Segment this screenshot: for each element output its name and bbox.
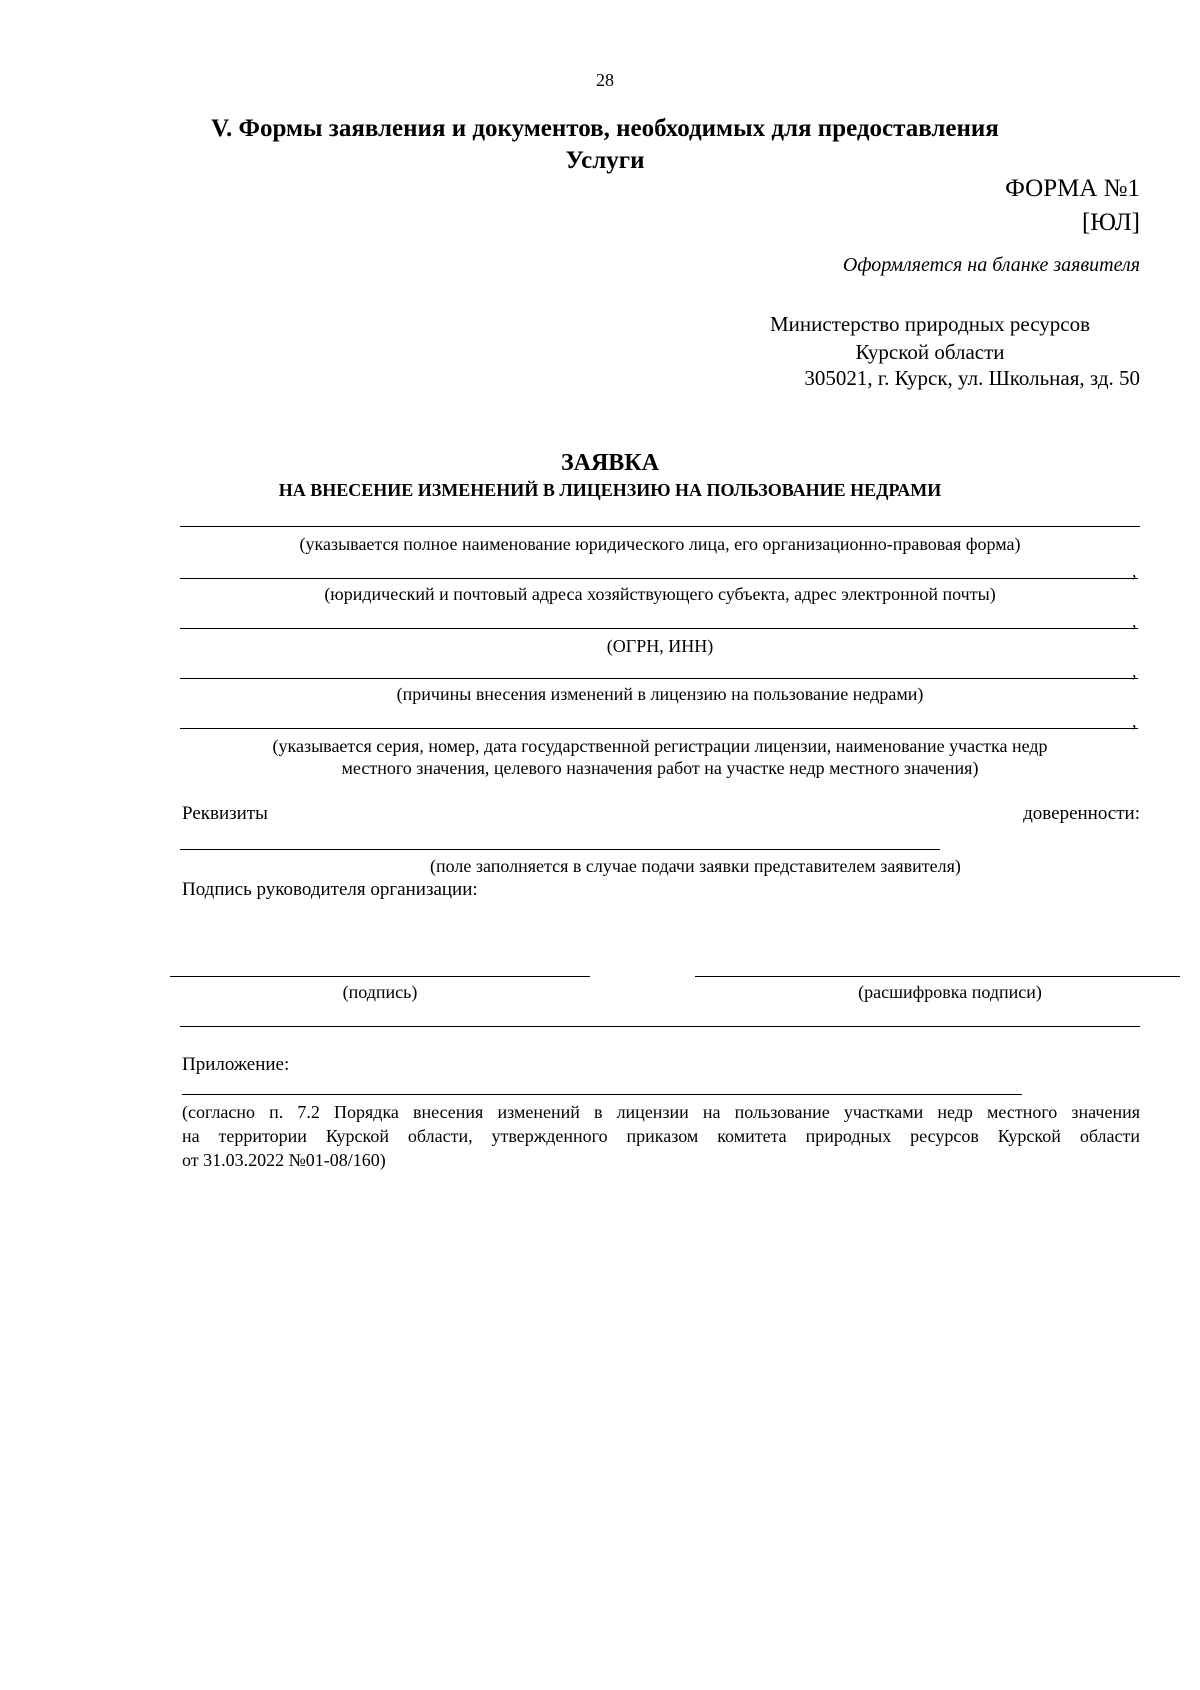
reasons-caption: (причины внесения изменений в лицензию на пользование недрами) xyxy=(396,684,924,704)
poa-line[interactable] xyxy=(180,849,940,850)
signature-decode-caption: (расшифровка подписи) xyxy=(858,982,1042,1002)
divider-line xyxy=(180,1026,1140,1027)
license-caption xyxy=(180,735,1140,779)
license-line[interactable] xyxy=(180,728,1138,729)
poa-caption: (поле заполняется в случае подачи заявки представителем заявителя) xyxy=(430,856,961,876)
signature-decode-line[interactable] xyxy=(695,976,1180,977)
ogrn-comma: , xyxy=(1132,611,1137,631)
signature-line[interactable] xyxy=(170,976,590,977)
license-caption-line2: местного значения, целевого назначения работ на участке недр местного значения) xyxy=(341,758,979,778)
license-caption-line1: (указывается серия, номер, дата государственной регистрации лицензии, наименование участка недр xyxy=(272,736,1048,756)
ogrn-line[interactable] xyxy=(180,628,1138,629)
address-caption: (юридический и почтовый адреса хозяйствующего субъекта, адрес электронной почты) xyxy=(324,584,996,604)
signature-caption: (подпись) xyxy=(342,982,418,1002)
reasons-comma: , xyxy=(1132,661,1137,681)
form-number: ФОРМА №1 xyxy=(1005,175,1140,202)
section-heading-line1: V. Формы заявления и документов, необходимых для предоставления xyxy=(211,115,999,142)
signature-label: Подпись руководителя организации: xyxy=(182,879,478,900)
attachment-note-line1: (согласно п. 7.2 Порядка внесения изменений в лицензии на пользование участками недр местного значения xyxy=(182,1102,1140,1122)
page-number: 28 xyxy=(596,70,614,90)
reasons-line[interactable] xyxy=(180,678,1138,679)
addressee-line3: 305021, г. Курск, ул. Школьная, зд. 50 xyxy=(804,366,1140,390)
form-note: Оформляется на бланке заявителя xyxy=(842,254,1140,276)
addressee-block xyxy=(730,310,1130,366)
addressee-line2: Курской области xyxy=(855,340,1005,364)
section-heading xyxy=(100,113,1110,177)
org-name-caption: (указывается полное наименование юридического лица, его организационно-правовая форма) xyxy=(299,534,1021,554)
addressee-line1: Министерство природных ресурсов xyxy=(769,312,1090,336)
form-label xyxy=(700,172,1140,240)
section-heading-line2: Услуги xyxy=(565,147,645,174)
ogrn-caption: (ОГРН, ИНН) xyxy=(606,636,714,656)
attachment-note-line2: на территории Курской области, утвержденного приказом комитета природных ресурсов Курской области xyxy=(182,1126,1140,1146)
license-comma: , xyxy=(1132,711,1137,731)
document-subtitle: НА ВНЕСЕНИЕ ИЗМЕНЕНИЙ В ЛИЦЕНЗИЮ НА ПОЛЬЗОВАНИЕ НЕДРАМИ xyxy=(278,480,942,500)
attachment-label: Приложение: xyxy=(182,1054,290,1075)
org-name-line[interactable] xyxy=(180,526,1140,527)
attachment-note-line3: от 31.03.2022 №01-08/160) xyxy=(182,1150,386,1170)
document-title: ЗАЯВКА xyxy=(560,450,660,476)
poa-label-left: Реквизиты xyxy=(182,803,268,824)
address-line[interactable] xyxy=(180,578,1138,579)
form-type: [ЮЛ] xyxy=(1081,209,1140,236)
attachment-note xyxy=(182,1100,1140,1172)
poa-label-right: доверенности: xyxy=(1023,803,1140,824)
address-comma: , xyxy=(1132,561,1137,581)
attachment-line[interactable] xyxy=(182,1094,1022,1095)
